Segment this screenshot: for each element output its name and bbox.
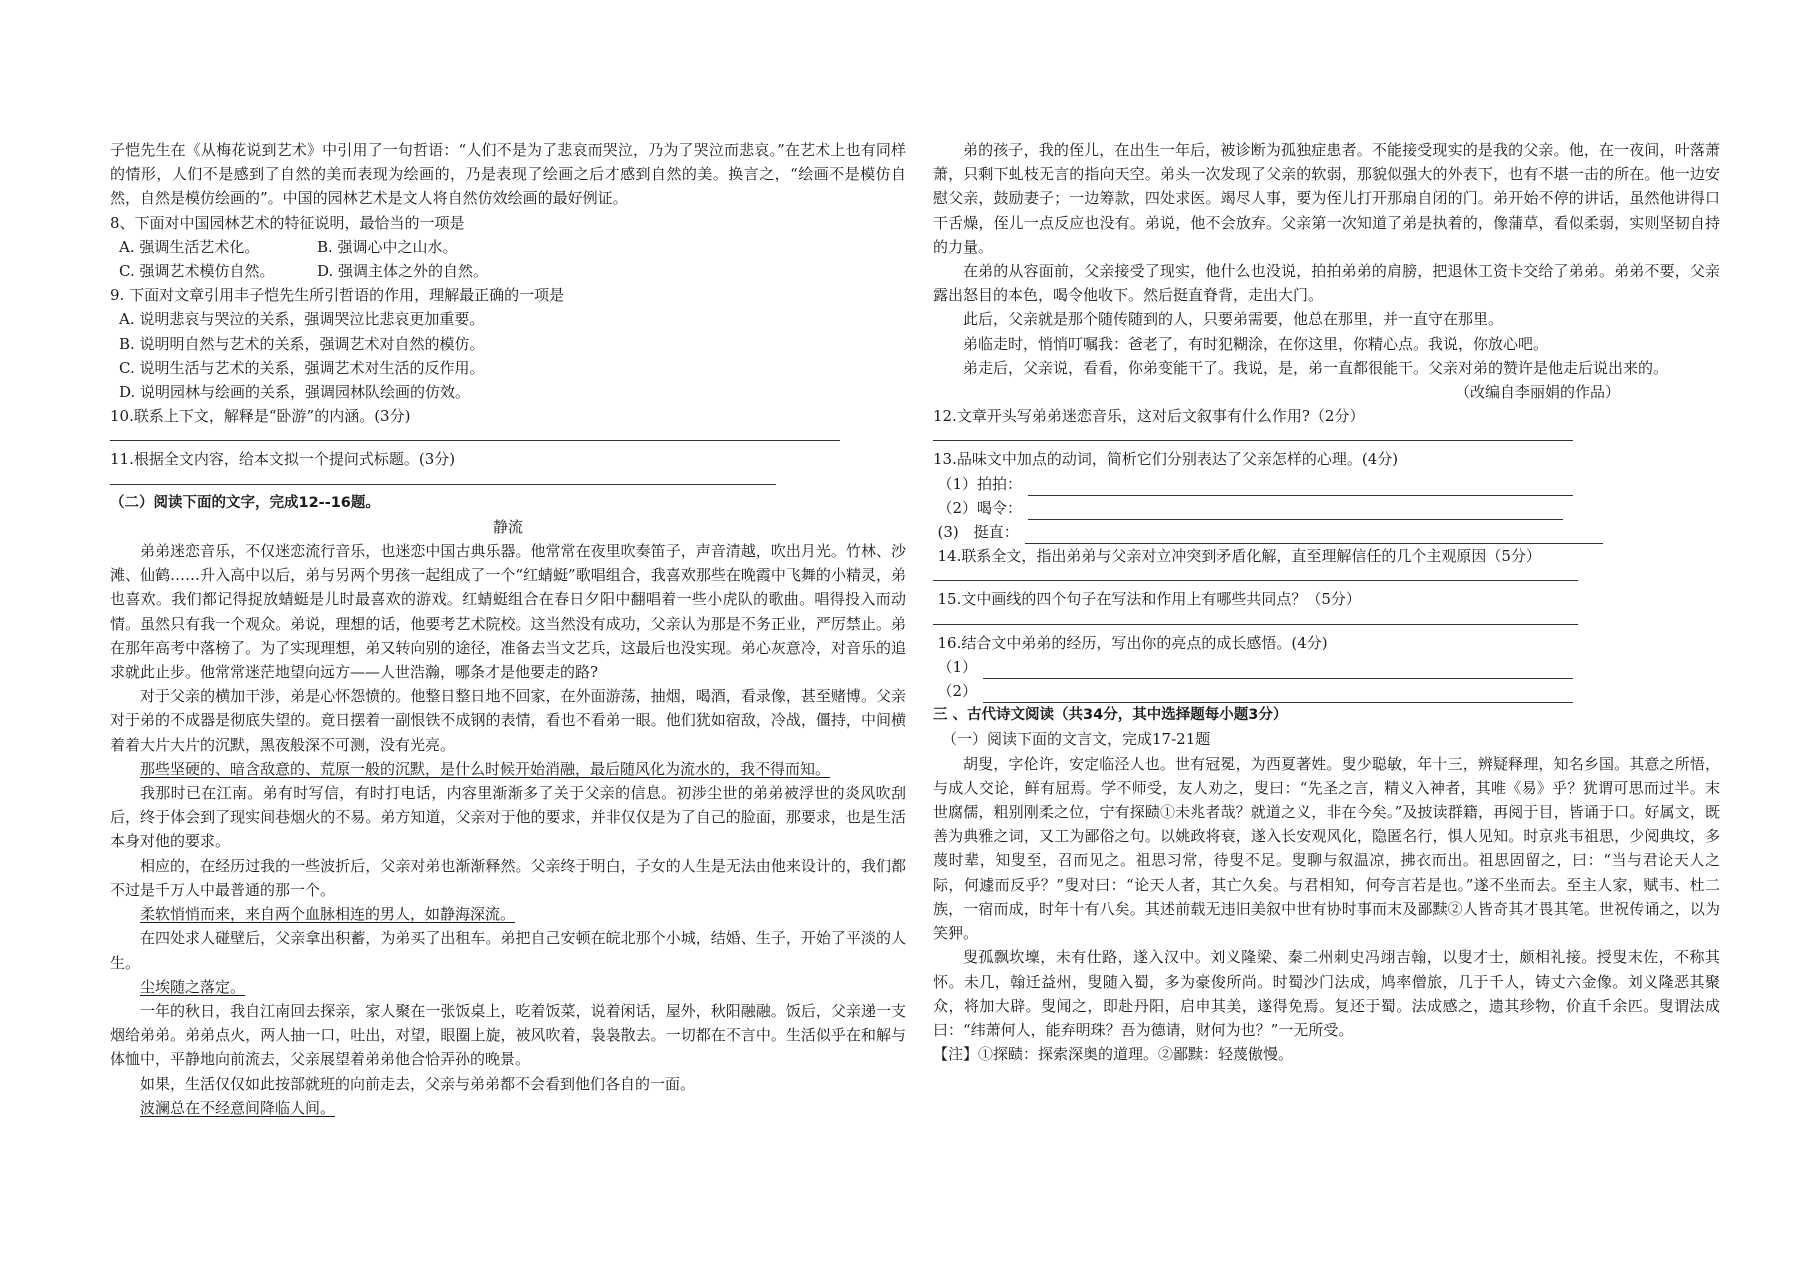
essay-paragraph-13: 在弟的从容面前，父亲接受了现实，他什么也没说，拍拍弟弟的肩膀，把退休工资卡交给了弟弟。弟弟不要，父亲露出怒目的本色，喝令他收下。然后挺直脊背，走出大门。 [933,262,1720,305]
q8-options-row1 [110,235,906,259]
essay-paragraph-4: 我那时已在江南。弟有时写信，有时打电话，内容里渐渐多了关于父亲的信息。初涉尘世的弟弟被浮世的炎风吹刮后，终于体会到了现实间巷烟火的不易。弟方知道，父亲对于他的要求，并非仅仅是为了自己的脸面，那要求，也是生活本身对他的要求。 [110,784,906,851]
essay-paragraph-9: 一年的秋日，我自江南回去探亲，家人聚在一张饭桌上，吃着饭菜，说着闲话，屋外，秋阳融融。饭后，父亲递一支烟给弟弟。弟弟点火，两人抽一口，吐出，对望，眼圈上旋，被风吹着，袅袅散去。一切都在不言中。生活似乎在和解与体恤中，平静地向前流去，父亲展望着弟弟他合恰弄孙的晚景。 [110,1001,906,1069]
q16-label-2: （2） [937,682,978,701]
essay-paragraph-7: 在四处求人碰壁后，父亲拿出积蓄，为弟买了出租车。弟把自己安顿在皖北那个小城，结婚、生子，开始了平淡的人生。 [110,929,906,972]
essay-paragraph-3-underlined: 那些坚硬的、暗含敌意的、荒原一般的沉默，是什么时候开始消融，最后随风化为流水的，我不得而知。 [140,759,831,778]
q9-option-c: C. 说明生活与艺术的关系，强调艺术对生活的反作用。 [119,358,485,377]
q8-options-row2 [110,259,906,283]
essay-source: （改编自李丽娟的作品） [1454,383,1620,402]
essay-paragraph-14: 此后，父亲就是那个随传随到的人，只要弟需要，他总在那里，并一直守在那里。 [963,310,1504,329]
q13-answer-1[interactable] [933,472,1573,496]
question-15: 15.文中画线的四个句子在写法和作用上有哪些共同点？（5分） [937,590,1361,609]
left-column [110,138,906,1120]
intro-paragraph: 子恺先生在《从梅花说到艺术》中引用了一句哲语：“人们不是为了悲哀而哭泣，乃为了哭泣而悲哀。”在艺术上也有同样的情形，人们不是感到了自然的美而表现为绘画的，乃是表现了绘画之后才感到自然的美。换言之，“绘画不是模仿自然，自然是模仿绘画的”。中国的园林艺术是文人将自然仿效绘画的最好例证。 [110,141,906,208]
q13-answer-2[interactable] [933,496,1563,520]
q8-option-a: A. 强调生活艺术化。 [119,237,260,256]
q8-option-c: C. 强调艺术模仿自然。 [119,262,275,281]
question-12: 12.文章开头写弟弟迷恋音乐，这对后文叙事有什么作用?（2分） [933,407,1365,426]
q16-answer-1[interactable] [933,655,1573,679]
q13-label-3: (3) 挺直： [937,523,1019,542]
essay-paragraph-6-underlined: 柔软悄悄而来，来自两个血脉相连的男人，如静海深流。 [140,905,516,924]
essay-paragraph-5: 相应的，在经历过我的一些波折后，父亲对弟也渐渐释然。父亲终于明白，子女的人生是无法由他来设计的，我们都不过是千万人中最普通的那一个。 [110,856,906,899]
essay-paragraph-8-underlined: 尘埃随之落定。 [140,977,246,996]
answer-line-q14[interactable] [933,568,1578,581]
question-10: 10.联系上下文，解释是“卧游”的内涵。(3分) [110,407,411,426]
q8-option-b: B. 强调心中之山水。 [317,237,458,256]
question-11: 11.根据全文内容，给本文拟一个提问式标题。(3分) [110,450,456,469]
q16-label-1: （1） [937,657,978,676]
essay-paragraph-10: 如果，生活仅仅如此按部就班的向前走去，父亲与弟弟都不会看到他们各自的一面。 [140,1074,696,1093]
essay-title: 静流 [492,517,523,536]
answer-line-q10[interactable] [110,428,840,441]
question-14: 14.联系全文，指出弟弟与父亲对立冲突到矛盾化解，直至理解信任的几个主观原因（5分） [937,547,1541,566]
q16-answer-2[interactable] [933,679,1573,703]
answer-line-q11[interactable] [110,472,776,485]
q8-option-d: D. 强调主体之外的自然。 [317,262,489,281]
essay-paragraph-1: 弟弟迷恋音乐，不仅迷恋流行音乐，也迷恋中国古典乐器。他常常在夜里吹奏笛子，声音清越，吹出月光。竹林、沙滩、仙鹤……升入高中以后，弟与另两个男孩一起组成了一个“红蜻蜓”歌唱组合，我喜欢那些在晚霞中飞舞的小精灵，弟也喜欢。我们都记得捉放蜻蜓是儿时最喜欢的游戏。红蜻蜓组合在春日夕阳中翻唱着一些小虎队的歌曲。唱得投入而动情。虽然只有我一个观众。弟说，理想的话，他要考艺术院校。这当然没有成功，父亲认为那是不务正业，严厉禁止。弟在那年高考中落榜了。为了实现理想，弟又转向别的途径，准备去当文艺兵，这最后也没实现。弟心灰意冷，对音乐的追求就此止步。他常常迷茫地望向远方——人世浩瀚，哪条才是他要走的路? [110,542,906,682]
section-3-1-heading: （一）阅读下面的文言文，完成17-21题 [942,730,1211,749]
q9-option-a: A. 说明悲哀与哭泣的关系，强调哭泣比悲哀更加重要。 [119,310,485,329]
question-9: 9. 下面对文章引用丰子恺先生所引哲语的作用，理解最正确的一项是 [110,286,565,305]
q9-option-d: D. 说明园林与绘画的关系，强调园林队绘画的仿效。 [119,383,471,402]
q13-label-1: （1）拍拍： [937,474,1023,493]
essay-paragraph-15: 弟临走时，悄悄叮嘱我：爸老了，有时犯糊涂，在你这里，你精心点。我说，你放心吧。 [963,334,1549,353]
q9-option-b: B. 说明明自然与艺术的关系，强调艺术对自然的模仿。 [119,334,485,353]
annotation-note: 【注】①探赜：探索深奥的道理。②鄙黩：轻蔑傲慢。 [933,1045,1294,1064]
essay-paragraph-16: 弟走后，父亲说，看看，你弟变能干了。我说，是，弟一直都很能干。父亲对弟的赞许是他走后说出来的。 [963,358,1669,377]
essay-paragraph-11-underlined: 波澜总在不经意间降临人间。 [140,1098,336,1117]
classical-paragraph-1: 胡叟，字伦许，安定临泾人也。世有冠冕，为西夏著姓。叟少聪敏，年十三，辨疑释理，知名乡国。其意之所悟，与成人交论，鲜有屈焉。学不师受，友人劝之，叟曰：“先圣之言，精义入神者，其唯《易》乎？犹谓可思而过半。末世腐儒，粗别刚柔之位，宁有探赜①未兆者哉？就道之义，非在今矣。”及披读群籍，再阅于目，皆诵于口。好属文，既善为典雅之词，又工为鄙俗之句。以姚政将衰，遂入长安观风化，隐匿名行，惧人见知。时京兆韦祖思，少阅典坟，多蔑时辈，知叟至，召而见之。祖思习常，待叟不足。叟聊与叙温凉，拂衣而出。祖思固留之，曰：“当与君论天人之际，何遽而反乎？”叟对曰：“论天人者，其亡久矣。与君相知，何夸言若是也。”遂不坐而去。至主人家，赋韦、杜二族，一宿而成，时年十有八矣。其述前载无违旧美叙中世有协时事而末及鄙黩②人皆奇其才畏其笔。世祝传诵之，以为笑狎。 [933,754,1720,943]
q13-label-2: （2）喝令： [937,498,1023,517]
section-3-heading: 三 、古代诗文阅读（共34分，其中选择题每小题3分） [933,707,1288,724]
q13-answer-3[interactable] [933,520,1603,544]
question-13: 13.品味文中加点的动词，简析它们分别表达了父亲怎样的心理。(4分) [933,450,1399,469]
answer-line-q12[interactable] [933,428,1573,441]
essay-paragraph-12: 弟的孩子，我的侄儿，在出生一年后，被诊断为孤独症患者。不能接受现实的是我的父亲。他，在一夜间，叶落萧萧，只剩下虬枝无言的指向天空。弟头一次发现了父亲的软弱，那貌似强大的外表下，也有不堪一击的所在。他一边安慰父亲，鼓励妻子；一边筹款，四处求医。竭尽人事，要为侄儿打开那扇自闭的门。弟开始不停的讲话，虽然他讲得口干舌燥，侄儿一点反应也没有。弟说，他不会放弃。父亲第一次知道了弟是执着的，像蒲草，看似柔弱，实则坚韧自持的力量。 [933,141,1720,256]
right-column [933,138,1720,1066]
answer-line-q15[interactable] [933,612,1578,625]
question-16: 16.结合文中弟弟的经历，写出你的亮点的成长感悟。(4分) [937,633,1328,652]
question-8: 8、下面对中国园林艺术的特征说明，最恰当的一项是 [110,213,465,232]
classical-paragraph-2: 叟孤飘坎壈，未有仕路，遂入汉中。刘义隆梁、秦二州刺史冯翊吉翰，以叟才士，颇相礼接。授叟末佐，不称其怀。未几，翰迁益州，叟随入蜀，多为豪俊所尚。时蜀沙门法成，鸠率僧旅，几于千人，铸丈六金像。刘义隆恶其聚众，将加大辟。叟闻之，即赴丹阳，启申其美，遂得免焉。复还于蜀。法成感之，遗其珍物，价直千余匹。叟谓法成曰：“纬萧何人，能弃明珠？吾为德请，财何为也？”一无所受。 [933,948,1720,1039]
essay-paragraph-2: 对于父亲的横加干涉，弟是心怀怨愤的。他整日整日地不回家，在外面游荡，抽烟，喝酒，看录像，甚至赌博。父亲对于弟的不成器是彻底失望的。竟日摆着一副恨铁不成钢的表情，看也不看弟一眼。他们犹如宿敌，冷战，僵持，中间横着着大片大片的沉默，黑夜般深不可测，没有光亮。 [110,687,906,754]
section-2-heading: （二）阅读下面的文字，完成12--16题。 [110,494,380,511]
